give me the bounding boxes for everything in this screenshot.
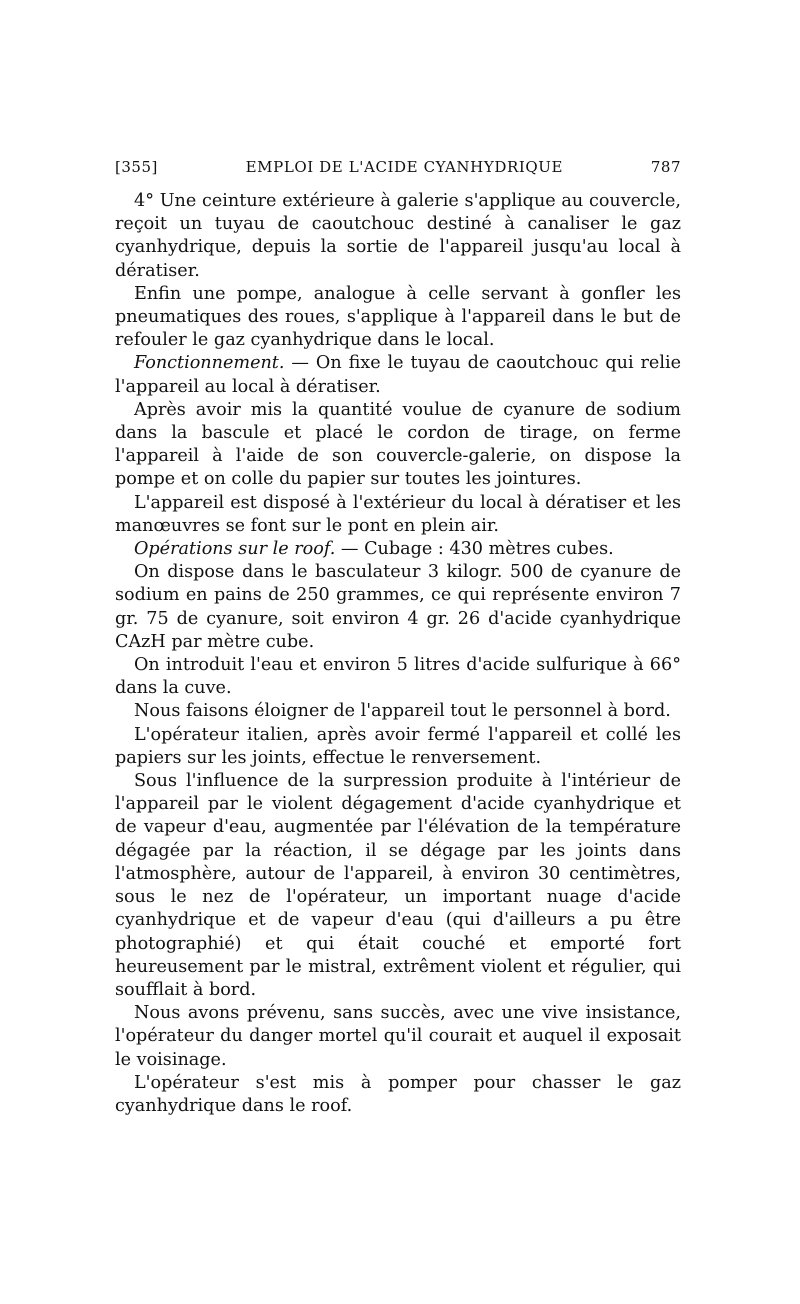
- paragraph-text: 4° Une ceinture extérieure à galerie s'applique au couvercle, reçoit un tuyau de caoutchouc destiné à canaliser le gaz cyanhydrique, depuis la sortie de l'appareil jusqu'au local à dératiser.: [115, 191, 681, 281]
- paragraph: [115, 724, 681, 770]
- paragraph: [115, 770, 681, 1002]
- paragraph-lead: Fonctionnement.: [134, 353, 285, 374]
- section-marker: [355]: [115, 158, 158, 176]
- running-title: EMPLOI DE L'ACIDE CYANHYDRIQUE: [245, 158, 564, 176]
- paragraph-text: Nous avons prévenu, sans succès, avec une vive insistance, l'opérateur du danger mortel qu'il courait et auquel il exposait le voisinage.: [115, 1003, 681, 1070]
- paragraph: [115, 1002, 681, 1072]
- paragraph-text: Après avoir mis la quantité voulue de cyanure de sodium dans la bascule et placé le cordon de tirage, on ferme l'appareil à l'aide de son couvercle-galerie, on dispose la pompe et on colle du papier sur toutes les jointures.: [115, 399, 681, 490]
- paragraph: [115, 399, 681, 492]
- paragraph: [115, 538, 681, 561]
- paragraph: [115, 492, 681, 538]
- running-header: [115, 158, 681, 176]
- paragraph: [115, 190, 681, 283]
- paragraph: [115, 352, 681, 398]
- page-number: 787: [650, 158, 681, 176]
- paragraph-text: Sous l'influence de la surpression produite à l'intérieur de l'appareil par le violent dégagement d'acide cyanhydrique et de vapeur d'eau, augmentée par l'élévation de la température dégagée par la réaction, il se dégage par les joints dans l'atmosphère, autour de l'appareil, à environ 30 centimètres, sous le nez de l'opérateur, un important nuage d'acide cyanhydrique et de vapeur d'eau (qui d'ailleurs a pu être photographié) et qui était couché et emporté fort heureusement par le mistral, extrêment violent et régulier, qui soufflait à bord.: [115, 771, 681, 1000]
- paragraph: [115, 654, 681, 700]
- paragraph: [115, 283, 681, 353]
- paragraph-text: L'appareil est disposé à l'extérieur du local à dératiser et les manœuvres se font sur le pont en plein air.: [115, 492, 681, 536]
- paragraph-text: — On fixe le tuyau de caoutchouc qui relie l'appareil au local à dératiser.: [115, 353, 681, 397]
- paragraph: [115, 561, 681, 654]
- paragraph-text: On dispose dans le basculateur 3 kilogr. 500 de cyanure de sodium en pains de 250 grammes, ce qui représente environ 7 gr. 75 de cyanure, soit environ 4 gr. 26 d'acide cyanhydrique CAzH par mètre cube.: [115, 562, 681, 652]
- body-text: [115, 190, 681, 1118]
- document-page: [115, 158, 681, 1118]
- paragraph-text: L'opérateur italien, après avoir fermé l'appareil et collé les papiers sur les joints, effectue le renversement.: [115, 724, 681, 768]
- paragraph: [115, 700, 681, 723]
- paragraph-text: On introduit l'eau et environ 5 litres d'acide sulfurique à 66° dans la cuve.: [115, 655, 681, 699]
- paragraph-text: — Cubage : 430 mètres cubes.: [335, 539, 614, 560]
- paragraph-lead: Opérations sur le roof.: [134, 539, 336, 560]
- paragraph: [115, 1072, 681, 1118]
- paragraph-text: Enfin une pompe, analogue à celle servant à gonfler les pneumatiques des roues, s'applique à l'appareil dans le but de refouler le gaz cyanhydrique dans le local.: [115, 283, 681, 351]
- paragraph-text: L'opérateur s'est mis à pomper pour chasser le gaz cyanhydrique dans le roof.: [115, 1072, 681, 1116]
- paragraph-text: Nous faisons éloigner de l'appareil tout le personnel à bord.: [134, 701, 671, 722]
